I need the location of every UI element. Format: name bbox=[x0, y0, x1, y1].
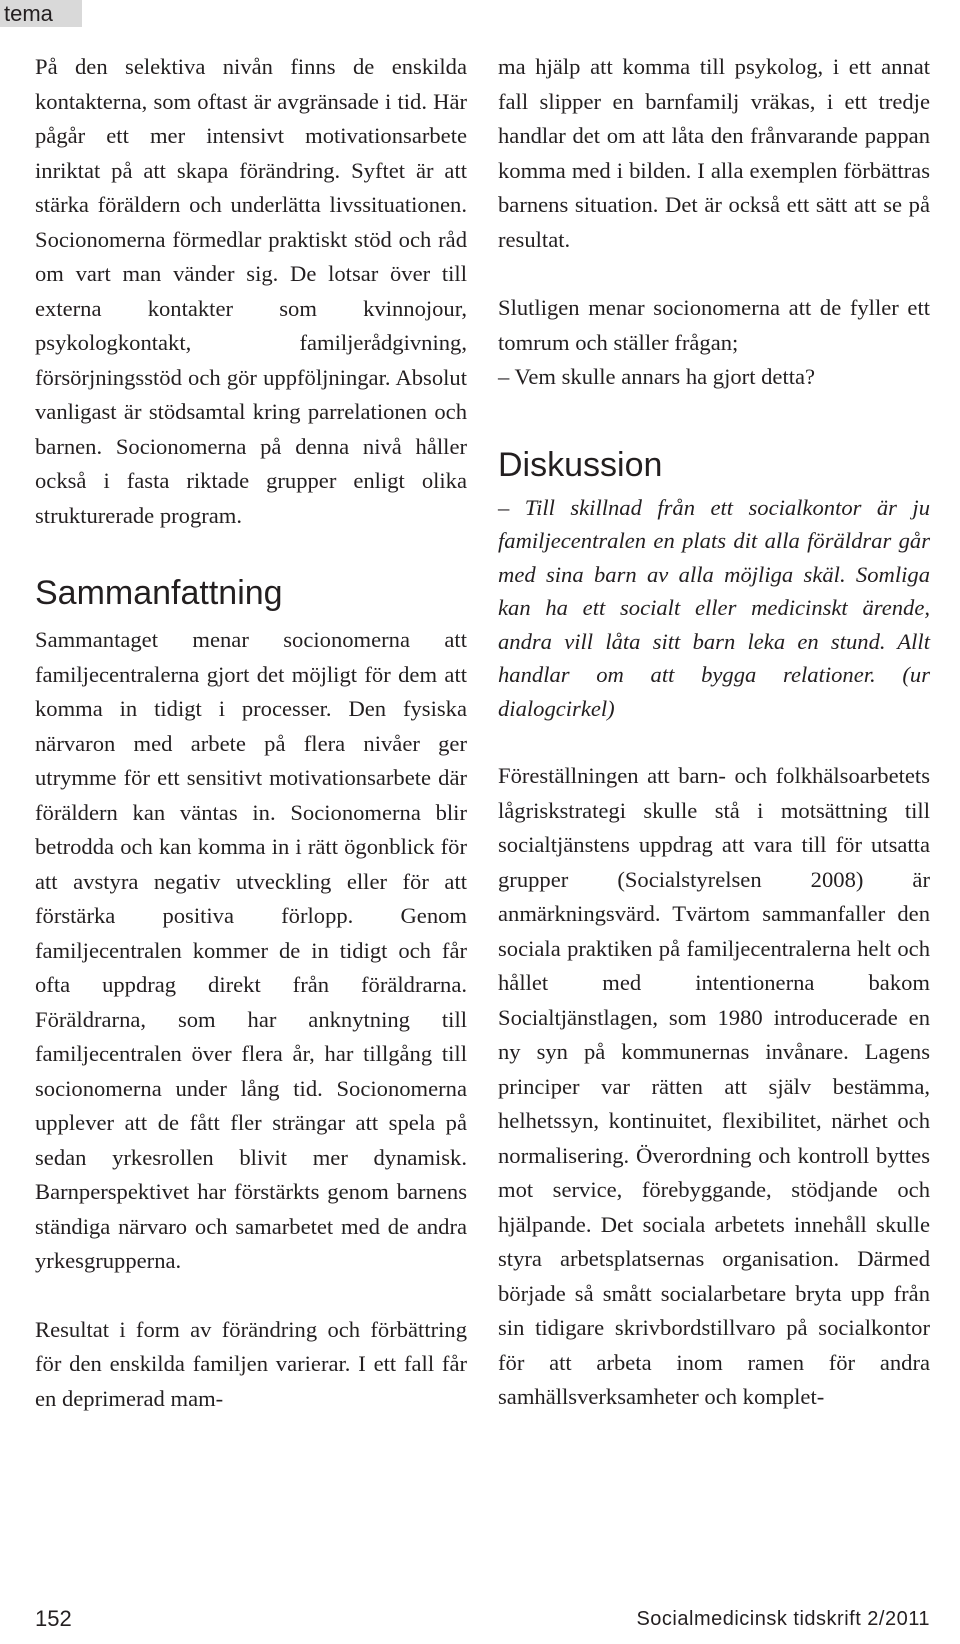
conclusion-paragraph: Slutligen menar socionomerna att de fyller ett tomrum och ställer frågan; – Vem skulle annars ha gjort detta? bbox=[498, 295, 930, 389]
continuation-paragraph: ma hjälp att komma till psykolog, i ett annat fall slipper en barnfamilj vräkas, i ett tredje handlar det om att låta den frånvarande pappan komma med i bilden. I alla exemplen förbättras barnens situation. Det är också ett sätt att se på resultat. bbox=[498, 54, 930, 252]
dialogue-quote: – Till skillnad från ett socialkontor är ju familjecentralen en plats dit alla föräldrar går med sina barn av alla möjliga skäl. Somliga kan ha ett socialt eller medicinskt ärende, andra vill låta sitt barn leka en stund. Allt handlar om att bygga relationer. (ur dialogcirkel) bbox=[498, 494, 930, 721]
discussion-heading: Diskussion bbox=[498, 445, 663, 484]
results-paragraph: Resultat i form av förändring och förbättring för den enskilda familjen varierar. I ett fall får en deprimerad mam- bbox=[35, 1316, 467, 1411]
page-number: 152 bbox=[35, 1606, 72, 1631]
section-tag: tema bbox=[0, 0, 82, 27]
journal-title: Socialmedicinsk tidskrift 2/2011 bbox=[636, 1608, 930, 1630]
selective-level-paragraph: På den selektiva nivån finns de enskilda kontakterna, som oftast är avgränsade i tid. Här pågår ett mer intensivt motivationsarbete inriktat på att skapa förändring. Syftet är att stärka föräldern och underlätta livssituationen. Socionomerna förmedlar praktiskt stöd och råd om vart man vänder sig. De lotsar över till externa kontakter som kvinnojour, psykologkontakt, familjerådgivning, försörjningsstöd och gör uppföljningar. Absolut vanligast är stödsamtal kring parrelationen och barnen. Socionomerna på denna nivå håller också i fasta riktade grupper enligt olika strukturerade program. bbox=[35, 54, 467, 528]
right-column bbox=[498, 50, 930, 1415]
summary-heading: Sammanfattning bbox=[35, 574, 283, 612]
left-column bbox=[35, 50, 467, 1416]
summary-paragraph: Sammantaget menar socionomerna att familjecentralerna gjort det möjligt för dem att komma in tidigt i processer. Den fysiska närvaron med arbete på flera nivåer ger utrymme för ett sensitivt motivationsarbete där föräldern kan väntas in. Socionomerna blir betrodda och kan komma in i rätt ögonblick för att avstyra negativ utveckling eller för att förstärka positiva förlopp. Genom familjecentralen kommer de in tidigt och får ofta uppdrag direkt från föräldrarna. Föräldrarna, som har anknytning till familjecentralen över flera år, har tillgång till socionomerna under lång tid. Socionomerna upplever att de fått fler strängar att spela på sedan yrkesrollen blivit mer dynamisk. Barnperspektivet har förstärkts genom barnens ständiga närvaro och samarbetet med de andra yrkesgrupperna. bbox=[35, 627, 467, 1273]
discussion-paragraph: Föreställningen att barn- och folkhälsoarbetets lågriskstrategi skulle stå i motsättning till socialtjänstens uppdrag att vara till för utsatta grupper (Socialstyrelsen 2008) är anmärkningsvärd. Tvärtom sammanfaller den sociala praktiken på familjecentralerna helt och hållet med intentionerna bakom Socialtjänstlagen, som 1980 introducerade en ny syn på kommunernas invånare. Lagens principer var rätten att själv bestämma, helhetssyn, kontinuitet, flexibilitet, närhet och normalisering. Överordning och kontroll byttes mot service, förebyggande, stödjande och hjälpande. Det sociala arbetets innehåll skulle styra arbetsplatsernas organisation. Därmed började så smått socialarbetare bryta upp från sin tidigare skrivbordstillvaro på socialkontor för att arbeta inom ramen för andra samhällsverksamheter och komplet- bbox=[498, 763, 930, 1409]
